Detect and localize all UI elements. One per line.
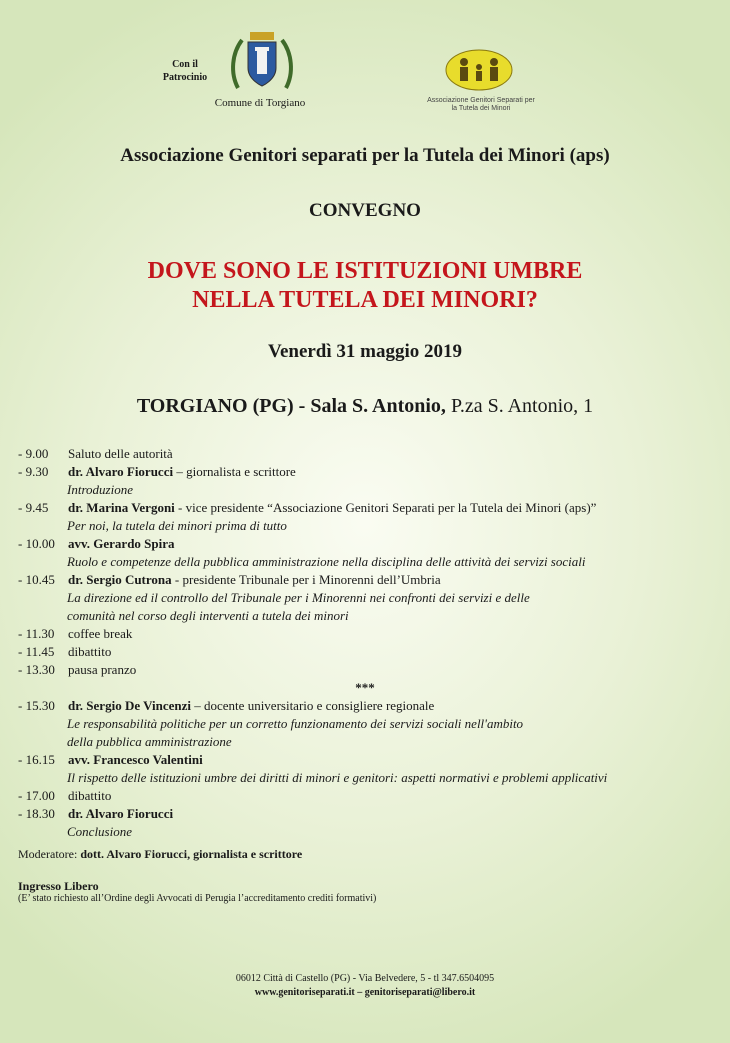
program-topic: La direzione ed il controllo del Tribunale per i Minorenni nei confronti dei servizi e delle xyxy=(67,590,530,605)
event-date: Venerdì 31 maggio 2019 xyxy=(267,341,463,362)
program-topic: comunità nel corso degli interventi a tutela dei minori xyxy=(67,608,349,623)
program-time: - 10.45 xyxy=(18,572,55,587)
program-role: dibattito xyxy=(68,788,112,803)
program-speaker: dr. Alvaro Fiorucci xyxy=(68,806,174,821)
comune-label: Comune di Torgiano xyxy=(214,97,306,109)
program-topic: Per noi, la tutela dei minori prima di tutto xyxy=(67,518,287,533)
program-topic: Introduzione xyxy=(67,482,133,497)
program-item xyxy=(18,571,718,589)
event-type: CONVEGNO xyxy=(309,200,421,221)
program-item xyxy=(18,463,718,481)
program-role: pausa pranzo xyxy=(68,662,137,677)
program-topic: Ruolo e competenze della pubblica amministrazione nella disciplina delle attività dei servizi sociali xyxy=(67,554,586,569)
ingresso-note: (E’ stato richiesto all’Ordine degli Avvocati di Perugia l’accreditamento crediti formativi) xyxy=(18,893,377,904)
program-time: - 10.00 xyxy=(18,536,55,551)
event-place-main: TORGIANO (PG) - Sala S. Antonio, xyxy=(136,395,446,417)
program-item xyxy=(18,697,718,715)
moderator-value: dott. Alvaro Fiorucci, giornalista e scrittore xyxy=(80,847,303,861)
moderator-label: Moderatore: xyxy=(18,847,81,861)
program-role: – giornalista e scrittore xyxy=(173,464,296,479)
program-topic: Le responsabilità politiche per un corretto funzionamento dei servizi sociali nell'ambito xyxy=(67,716,524,731)
program-time: - 9.45 xyxy=(18,500,49,515)
program-topic: della pubblica amministrazione xyxy=(67,734,232,749)
program-item xyxy=(18,787,718,805)
program-item xyxy=(18,805,718,823)
event-place-address: P.za S. Antonio, 1 xyxy=(445,395,594,417)
program-time: - 18.30 xyxy=(18,806,55,821)
program-role: – docente universitario e consigliere regionale xyxy=(191,698,435,713)
program-item xyxy=(18,535,718,553)
moderator xyxy=(18,847,302,862)
program-role: Saluto delle autorità xyxy=(68,446,173,461)
program-time: - 11.45 xyxy=(18,644,55,659)
program-time: - 11.30 xyxy=(18,626,55,641)
association-title: Associazione Genitori separati per la Tutela dei Minori (aps) xyxy=(120,145,610,166)
program-separator: *** xyxy=(355,680,375,695)
program-speaker: dr. Sergio De Vincenzi xyxy=(68,698,192,713)
program-time: - 13.30 xyxy=(18,662,55,677)
program-item xyxy=(18,751,718,769)
program-speaker: dr. Sergio Cutrona xyxy=(68,572,172,587)
program-list xyxy=(18,445,718,841)
program-item xyxy=(18,643,718,661)
program-time: - 9.00 xyxy=(18,446,49,461)
program-time: - 15.30 xyxy=(18,698,55,713)
program-role: dibattito xyxy=(68,644,112,659)
event-title xyxy=(0,257,730,315)
program-role: - vice presidente “Associazione Genitori Separati per la Tutela dei Minori (aps)” xyxy=(174,500,597,515)
ingresso-libero: Ingresso Libero xyxy=(18,879,99,893)
association-logo-caption: Associazione Genitori Separati per la Tutela dei Minori xyxy=(427,97,535,112)
program-speaker: avv. Gerardo Spira xyxy=(68,536,175,551)
event-title-line1: DOVE SONO LE ISTITUZIONI UMBRE xyxy=(147,258,583,284)
program-time: - 16.15 xyxy=(18,752,55,767)
footer-address: 06012 Città di Castello (PG) - Via Belvedere, 5 - tl 347.6504095 xyxy=(235,973,495,984)
program-time: - 17.00 xyxy=(18,788,55,803)
program-speaker: dr. Marina Vergoni xyxy=(68,500,175,515)
torgiano-crest-logo xyxy=(228,28,296,96)
program-item xyxy=(18,625,718,643)
program-topic: Conclusione xyxy=(67,824,132,839)
program-item xyxy=(18,661,718,679)
event-place xyxy=(0,395,730,418)
program-speaker: avv. Francesco Valentini xyxy=(68,752,203,767)
program-topic: Il rispetto delle istituzioni umbre dei diritti di minori e genitori: aspetti normativi e problemi applicativi xyxy=(67,770,608,785)
program-role: - presidente Tribunale per i Minorenni dell’Umbria xyxy=(171,572,441,587)
patrocinio-label: Con il Patrocinio xyxy=(162,59,208,83)
program-role: coffee break xyxy=(68,626,133,641)
association-logo xyxy=(444,48,514,92)
footer-web: www.genitoriseparati.it – genitoriseparati@libero.it xyxy=(254,987,476,998)
program-item xyxy=(18,499,718,517)
program-time: - 9.30 xyxy=(18,464,49,479)
program-item xyxy=(18,445,718,463)
program-speaker: dr. Alvaro Fiorucci xyxy=(68,464,174,479)
event-title-line2: NELLA TUTELA DEI MINORI? xyxy=(192,287,538,313)
